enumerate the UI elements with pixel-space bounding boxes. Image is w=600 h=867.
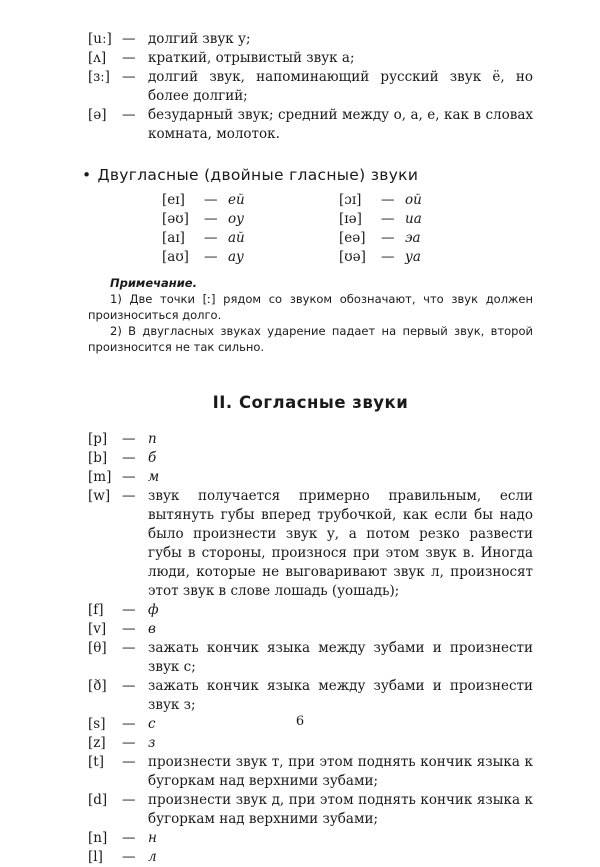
consonant-row (88, 848, 533, 867)
phoneme-description: безударный звук; средний между о, а, е, как в словах комната, молоток. (148, 107, 533, 142)
dash: — (122, 678, 136, 694)
section-title: II. Согласные звуки (212, 393, 409, 412)
phoneme-description: зажать кончик языка между зубами и произнести звук с; (148, 640, 533, 675)
phoneme-description: краткий, отрывистый звук а; (148, 50, 355, 66)
vowel-row (88, 68, 533, 106)
consonant-row (88, 829, 533, 848)
consonant-row (88, 468, 533, 487)
phoneme-symbol: [f] (88, 602, 104, 618)
phoneme-description: произнести звук т, при этом поднять кончик языка к бугоркам над верхними зубами; (148, 754, 533, 789)
dash: — (204, 230, 218, 246)
phoneme-symbol: [ð] (88, 678, 107, 694)
dash: — (122, 31, 136, 47)
phoneme-symbol: [ə] (88, 107, 107, 123)
dash: — (122, 754, 136, 770)
phoneme-symbol: [m] (88, 469, 112, 485)
phoneme-symbol: [v] (88, 621, 107, 637)
dash: — (122, 431, 136, 447)
consonant-row (88, 601, 533, 620)
dash: — (122, 640, 136, 656)
dash: — (122, 735, 136, 751)
phoneme-symbol: [l] (88, 849, 103, 865)
consonant-row (88, 639, 533, 677)
phoneme-symbol: [p] (88, 431, 108, 447)
dash: — (122, 469, 136, 485)
diphthong-row (162, 210, 285, 229)
diphthong-row (339, 210, 462, 229)
russian-equivalent: эа (405, 230, 421, 246)
phoneme-symbol: [b] (88, 450, 108, 466)
phoneme-symbol: [uː] (88, 31, 112, 47)
consonant-list (88, 430, 533, 867)
page-number: 6 (295, 714, 305, 729)
dash: — (122, 849, 136, 865)
phoneme-symbol: [s] (88, 716, 106, 732)
diphthong-row (162, 229, 285, 248)
phoneme-description: в (148, 621, 156, 637)
phoneme-symbol: [eə] (339, 230, 366, 246)
russian-equivalent: ау (228, 249, 244, 265)
heading-text: Двугласные (двойные гласные) звуки (97, 166, 419, 184)
phoneme-symbol: [aʊ] (162, 249, 189, 265)
phoneme-description: звук получается примерно правильным, если вытянуть губы вперед трубочкой, как если бы надо было произнести звук у, а потом резко развести губы в стороны, произнося при этом звук в. Иногда люди, которые не выговаривают звук л, произносят этот звук в слове лошадь (уошадь); (148, 488, 533, 599)
phoneme-symbol: [θ] (88, 640, 107, 656)
consonant-row (88, 430, 533, 449)
note-item: 1) Две точки [ː] рядом со звуком обозначают, что звук должен произноситься долго. (88, 292, 533, 322)
diphthong-table (162, 191, 462, 267)
phoneme-symbol: [d] (88, 792, 108, 808)
dash: — (122, 488, 136, 504)
note-title: Примечание. (110, 276, 197, 290)
phoneme-description: долгий звук у; (148, 31, 251, 47)
dash: — (381, 211, 395, 227)
consonant-row (88, 753, 533, 791)
dash: — (204, 249, 218, 265)
russian-equivalent: ай (228, 230, 245, 246)
consonant-row (88, 677, 533, 715)
dash: — (122, 602, 136, 618)
dash: — (204, 211, 218, 227)
phoneme-symbol: [ɜː] (88, 69, 110, 85)
dash: — (122, 450, 136, 466)
note-block (88, 275, 533, 355)
phoneme-description: м (148, 469, 160, 485)
dash: — (122, 50, 136, 66)
page-content (82, 30, 533, 867)
phoneme-description: зажать кончик языка между зубами и произнести звук з; (148, 678, 533, 713)
russian-equivalent: иа (405, 211, 422, 227)
phoneme-symbol: [ʌ] (88, 50, 107, 66)
diphthong-column-right (339, 191, 462, 267)
phoneme-description: с (148, 716, 156, 732)
phoneme-description: б (148, 450, 157, 466)
diphthong-column-left (162, 191, 285, 267)
phoneme-description: п (148, 431, 157, 447)
phoneme-symbol: [ɪə] (339, 211, 362, 227)
phoneme-symbol: [z] (88, 735, 106, 751)
consonant-row (88, 791, 533, 829)
diphthong-row (162, 191, 285, 210)
bullet-icon: • (82, 166, 92, 184)
phoneme-symbol: [w] (88, 488, 111, 504)
phoneme-symbol: [t] (88, 754, 104, 770)
phoneme-description: л (148, 849, 157, 865)
dash: — (122, 792, 136, 808)
phoneme-symbol: [aɪ] (162, 230, 185, 246)
dash: — (122, 69, 136, 85)
vowel-row (88, 106, 533, 144)
vowel-row (88, 30, 533, 49)
phoneme-description: з (148, 735, 156, 751)
consonant-row (88, 487, 533, 601)
dash: — (122, 716, 136, 732)
consonant-row (88, 620, 533, 639)
phoneme-description: долгий звук, напоминающий русский звук ё, но более долгий; (148, 69, 533, 104)
russian-equivalent: ей (228, 192, 245, 208)
russian-equivalent: ой (405, 192, 422, 208)
phoneme-symbol: [eɪ] (162, 192, 185, 208)
phoneme-description: произнести звук д, при этом поднять кончик языка к бугоркам над верхними зубами; (148, 792, 533, 827)
phoneme-symbol: [əʊ] (162, 211, 189, 227)
diphthong-row (162, 248, 285, 267)
vowel-row (88, 49, 533, 68)
dash: — (204, 192, 218, 208)
phoneme-symbol: [n] (88, 830, 108, 846)
phoneme-description: н (148, 830, 157, 846)
dash: — (381, 249, 395, 265)
vowel-list (88, 30, 533, 144)
diphthongs-heading (82, 166, 533, 185)
phoneme-symbol: [ɔɪ] (339, 192, 362, 208)
diphthong-row (339, 191, 462, 210)
russian-equivalent: оу (228, 211, 244, 227)
russian-equivalent: уа (405, 249, 421, 265)
consonant-row (88, 734, 533, 753)
dash: — (122, 621, 136, 637)
dash: — (381, 230, 395, 246)
note-item: 2) В двугласных звуках ударение падает на первый звук, второй произносится не так сильно. (88, 324, 533, 354)
dash: — (122, 830, 136, 846)
dash: — (381, 192, 395, 208)
phoneme-symbol: [ʊə] (339, 249, 366, 265)
diphthong-row (339, 248, 462, 267)
phoneme-description: ф (148, 602, 159, 618)
diphthong-row (339, 229, 462, 248)
consonant-row (88, 449, 533, 468)
dash: — (122, 107, 136, 123)
